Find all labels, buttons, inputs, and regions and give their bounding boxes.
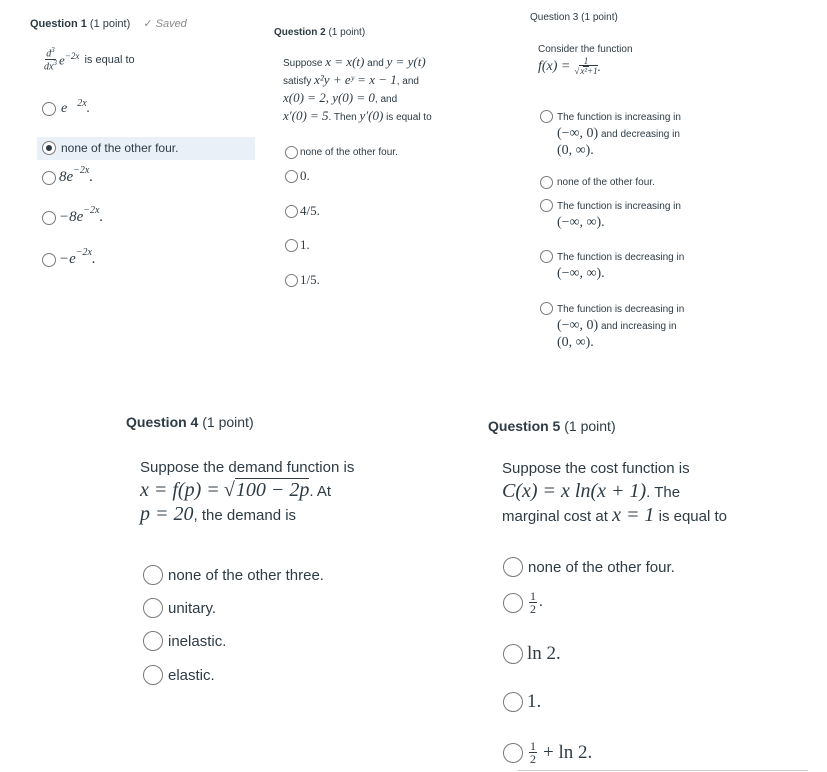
question-2-header [274,27,365,38]
prompt-math: x = 1 [612,504,655,526]
option-label: none of the other three. [168,566,324,584]
radio-button[interactable] [540,250,553,263]
bottom-divider [518,770,808,771]
prompt-text: Suppose the demand function is [140,459,355,476]
q1-option-1[interactable] [42,97,91,117]
option-label: 8e [59,169,74,185]
prompt-math: y = y(t) [386,54,426,69]
option-label: ln 2. [527,643,561,664]
question-2-title: Question 2 [274,27,326,38]
question-5 [488,416,818,772]
radio-button[interactable] [42,253,56,267]
q1-option-5[interactable] [42,247,96,268]
prompt-text: is equal to [386,112,432,123]
q5-option-5[interactable] [503,740,592,765]
radio-button[interactable] [285,274,298,287]
option-tail: + ln 2. [543,741,593,763]
saved-check-icon: ✓ [143,18,153,30]
radio-button[interactable] [540,199,553,212]
question-3-title: Question 3 (1 point) [530,12,618,23]
q5-option-1[interactable] [503,557,675,577]
question-3-header-clipped [530,0,730,24]
option-label: 1/5. [300,272,320,287]
prompt-text: . Then [328,112,357,123]
radio-button[interactable] [42,211,56,225]
question-1-header [30,17,187,30]
option-tail: . [99,209,104,225]
q2-option-3[interactable] [285,203,320,219]
option-text: and decreasing in [600,129,680,140]
q3-option-5[interactable] [540,302,684,352]
radio-button[interactable] [503,557,523,577]
q1-option-2[interactable] [42,141,178,155]
question-4 [126,412,446,692]
q1-option-3[interactable] [42,165,94,186]
option-math: (−∞, 0) [557,126,599,141]
radio-button[interactable] [143,631,163,651]
option-tail: . [91,251,96,267]
option-superscript: 2x [77,97,87,109]
radio-button-selected[interactable] [42,141,56,155]
prompt-text: satisfy [283,76,312,87]
question-4-header [126,414,254,430]
question-4-title: Question 4 [126,414,199,430]
q4-option-4[interactable] [143,665,215,685]
option-superscript: −2x [83,205,100,216]
radio-button[interactable] [540,176,553,189]
option-fraction [529,740,537,765]
option-text: The function is decreasing in [557,304,685,315]
fraction-numerator: 1 [530,589,536,603]
radio-button[interactable] [42,171,56,185]
q4-option-2[interactable] [143,598,216,618]
radio-button[interactable] [42,102,56,116]
function-fraction [574,57,597,76]
option-math: (−∞, ∞). [557,266,605,281]
radio-button[interactable] [285,205,298,218]
option-fraction [529,590,537,615]
prompt-math: x = f(p) = [140,479,220,501]
radio-button[interactable] [503,743,523,763]
radio-button[interactable] [540,110,553,123]
question-1-points: (1 point) [89,18,131,30]
prompt-text: , the demand is [193,507,297,524]
option-label: elastic. [168,666,215,684]
prompt-text: Suppose [283,58,323,69]
function-lhs: f(x) = [538,58,571,74]
radio-button[interactable] [285,239,298,252]
fraction-numerator: 1 [530,739,536,753]
q2-option-2[interactable] [285,168,310,184]
prompt-tail: is equal to [84,53,135,66]
option-math: (−∞, 0) [557,318,599,333]
sqrt-sign: √ [223,479,235,501]
option-label: inelastic. [168,632,227,650]
option-label: −8e [59,209,84,225]
option-label: unitary. [168,599,217,617]
radio-button[interactable] [143,598,163,618]
q4-option-1[interactable] [143,565,324,585]
option-label: 4/5. [300,203,320,218]
derivative-operator: $\frac{d^3}{dx^3}$ [44,46,57,73]
q3-option-4[interactable] [540,250,684,283]
option-superscript: −2x [73,165,90,176]
question-2 [274,26,494,296]
prompt-math: x = x(t) [325,54,365,69]
question-4-prompt [140,456,354,527]
q3-option-1[interactable] [540,110,681,160]
option-tail: . [89,169,94,185]
option-superscript: −2x [75,247,92,258]
question-2-points: (1 point) [328,27,366,38]
prompt-expression: $e^{-2x}$ [58,51,80,68]
question-3 [530,0,730,355]
prompt-text: marginal cost at [502,508,608,525]
option-text: and increasing in [600,321,677,332]
q2-option-1[interactable] [285,146,398,159]
option-text: none of the other four. [557,177,655,188]
question-5-prompt [502,457,727,528]
option-label: 1. [300,237,310,252]
option-text: The function is decreasing in [557,252,685,263]
option-text: The function is increasing in [557,201,681,212]
prompt-text: , and [396,76,419,87]
prompt-math: p = 20 [140,503,194,525]
sqrt-radicand: 100 − 2p [235,479,310,501]
option-math: (0, ∞). [557,335,594,350]
prompt-math: y′(0) [359,108,384,123]
option-label: none of the other four. [528,558,675,576]
prompt-text: . At [309,483,332,500]
prompt-text: and [367,58,384,69]
q5-option-3[interactable] [503,643,561,665]
sqrt-radicand: x²+1 [580,66,598,76]
q5-option-2[interactable] [503,590,543,615]
option-label: none of the other four. [61,141,179,155]
question-1 [30,17,260,277]
fraction-denominator: 2 [530,752,536,766]
q3-option-3[interactable] [540,199,681,232]
option-label: 0. [300,168,310,183]
option-math: (−∞, ∞). [557,215,605,230]
prompt-text: . The [646,484,681,501]
radio-button[interactable] [143,565,163,585]
prompt-text: is equal to [658,508,727,525]
radio-button[interactable] [285,146,298,159]
prompt-text: , and [374,94,398,105]
prompt-text: Consider the function [538,44,633,55]
option-tail: . [539,594,543,610]
fraction-denominator: 2 [530,602,536,616]
option-label: e [61,101,68,116]
q2-option-5[interactable] [285,272,320,288]
question-2-prompt [283,54,483,126]
question-3-prompt [538,44,633,76]
q2-option-4[interactable] [285,237,310,253]
option-text: The function is increasing in [557,112,681,123]
prompt-text: Suppose the cost function is [502,460,690,477]
question-1-title: Question 1 [30,18,87,30]
question-1-prompt [44,47,135,73]
fraction-denominator: √x²+1 [574,66,598,76]
option-tail: . [86,101,91,116]
q1-option-4[interactable] [42,205,104,226]
function-definition: f(x) = $\frac{1}{\text{√x²+1}}$ . [538,56,601,76]
q4-option-3[interactable] [143,631,226,651]
prompt-math: C(x) = x ln(x + 1) [502,480,647,502]
option-math: (0, ∞). [557,143,594,158]
option-label: −e [59,251,76,267]
radio-button[interactable] [503,692,523,712]
prompt-math: x(0) = 2, y(0) = 0 [283,90,375,105]
question-4-points: (1 point) [202,414,254,430]
saved-status: Saved [155,18,187,30]
option-label: none of the other four. [300,147,398,158]
prompt-math: x²y + eʸ = x − 1 [314,72,397,87]
radio-button[interactable] [503,644,523,664]
q5-option-4[interactable] [503,691,541,713]
question-5-header [488,418,616,434]
option-label: 1. [527,691,542,712]
q3-option-2[interactable] [540,176,655,189]
question-5-title: Question 5 [488,418,561,434]
radio-button[interactable] [503,593,523,613]
radio-button[interactable] [540,302,553,315]
question-5-points: (1 point) [564,418,616,434]
radio-button[interactable] [143,665,163,685]
fraction-numerator: 1 [583,56,589,66]
radio-button[interactable] [285,170,298,183]
prompt-math: x′(0) = 5 [283,108,329,123]
